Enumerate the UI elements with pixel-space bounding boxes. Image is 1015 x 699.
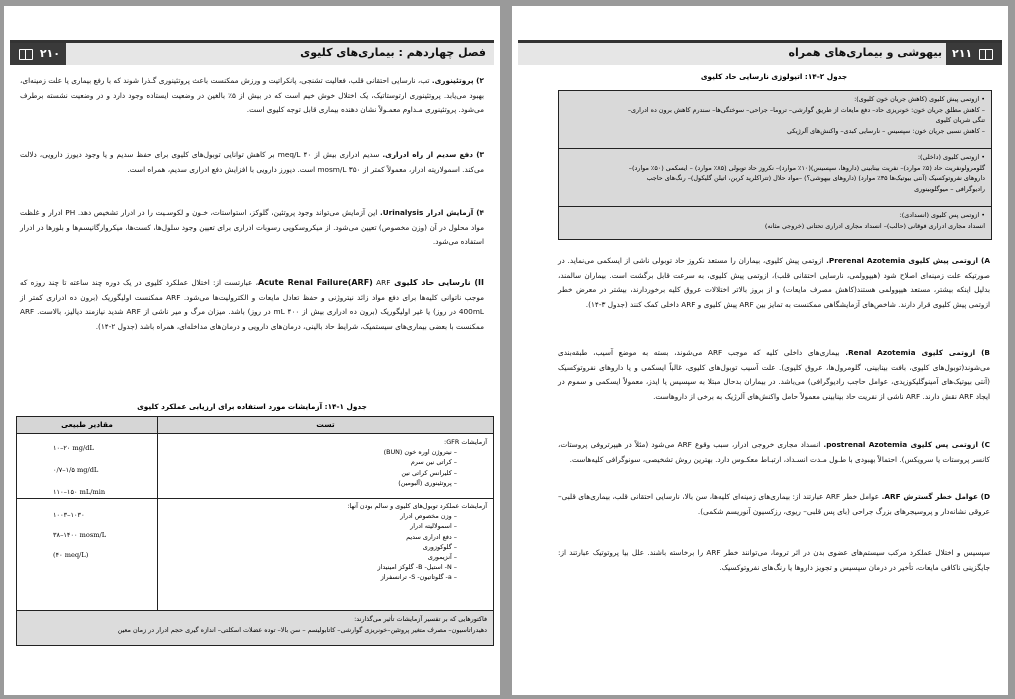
paragraph-prerenal-azotemia xyxy=(558,254,990,312)
row-line: گلومرولونفریت حاد (۵٪ موارد)– نفریت بینابینی (داروها، سپسیس)(۱۰٪ موارد)– نکروز حاد توبولی (۸۵٪ موارد) – ایسکمی (۵۰٪ موارد)– xyxy=(628,163,985,172)
column-divider xyxy=(157,417,158,610)
row-line: – کاهش مطلق جریان خون: خونریزی حاد– دفع مایعات از طریق گوارشی– تروما– جراحی– سوختگی‌ها– سندرم کاهش برون ده ادراری– xyxy=(627,105,985,114)
arf-etiology-table xyxy=(558,90,992,240)
list-item: – a- گلوتاتیون- S- ترانسفراز xyxy=(380,573,457,582)
list-item: – گلوکوزوری xyxy=(422,542,457,551)
value: ۱۱۰–۱۵۰ mL/min xyxy=(53,488,106,496)
row-title: • ازوتمی پس کلیوی (انسدادی): xyxy=(565,210,985,221)
tubular-values-cell xyxy=(53,505,153,565)
right-page xyxy=(512,6,1008,695)
value: ۱۰–۲۰ mg/dL xyxy=(53,444,94,452)
value: ۳۸–۱۴۰۰ mosm/L xyxy=(53,531,107,539)
table-row xyxy=(559,149,991,207)
paragraph-proteinuria xyxy=(20,74,484,118)
paragraph-body: سدیم ادراری بیش از ۴۰ meq/L بر کاهش توانایی توبول‌های کلیوی برای حفظ سدیم و یا وجود دیورز دارویی، دلالت می‌کند. اسمولاریته ادرار، معمولاً کمتر از ۳۵۰ mosm/L است. دیورز دارویی با افزایش دفع ادراری سدیم، همراه است. xyxy=(20,150,484,174)
paragraph-urinalysis xyxy=(20,206,484,250)
page-number-badge-left xyxy=(10,43,66,65)
table-row xyxy=(559,91,991,149)
page-number: ۲۱۱ xyxy=(952,47,973,60)
paragraph-body: بیماری‌های داخلی کلیه که موجب ARF می‌شوند، بسته به موضع آسیب، طبقه‌بندی می‌شوند(توبول‌های کلیوی، بافت بینابینی، گلومرول‌ها، عروق کلیوی). علت آسیب توبول‌های کلیوی، غالباً ایسکمی و یا داروهای نفروتوکسیک (آنتی بیوتیک‌های آمینوگلیکوزیدی، عوامل حاجب رادیوگرافی) می‌باشد. در بیماران بدحال مبتلا به سپسیس یا ایدز، معمولاً ایسکمی و سموم در ایجاد ARF نقش دارند. ARF ناشی از نفریت حاد بینابینی معمولاً حامل واکنش‌های آلرژیک به برخی از داروهاست. xyxy=(558,348,990,401)
paragraph-sodium-excretion xyxy=(20,148,484,177)
section-body: ARF، عبارتست از: اختلال عملکرد کلیوی در یک دوره چند ساعته تا چند روزه که موجب ناتوانی کلیه‌ها برای دفع مواد زائد نیتروژنی و حفظ تعادل مایعات و الکترولیت‌ها می‌شود. ARF ممکنست اولیگوریک (برون ده ادراری کمتر از 400mL در روز) یا غیر اولیگوریک (برون ده ادراری بیش از ۴۰۰ mL در روز) باشد. میزان مرگ و میر ناشی از ARF شدید نیازمند دیالیز، بالاست. ARF ممکنست با بعضی بیماری‌های سیستمیک، شرایط حاد بالینی، درمان‌های دارویی و درمان‌های مداخله‌ای، همراه باشد (جدول ۲-۱۴). xyxy=(20,278,484,331)
row-line: – کاهش نسبی جریان خون: سپسیس – نارسایی کبدی– واکنش‌های آلرژیکی xyxy=(786,126,985,135)
paragraph-title: A) ازوتمی پیش کلیوی Prerenal Azotemia. xyxy=(826,256,991,265)
list-item: – آنزیموری xyxy=(427,553,457,562)
group-title: آزمایشات عملکرد توبول‌های کلیوی و سالم بودن آنها: xyxy=(347,502,487,510)
paragraph-body: عوامل خطر ARF عبارتند از: بیماری‌های زمینه‌ای کلیه‌ها، سن بالا، نارسایی احتقانی قلب، بیماری‌های قلبی– عروقی نشانه‌دار و پروسیجرهای بزرگ جراحی (بای پس قلبی– ریوی، رزکسیون آنوریسم شکمی). xyxy=(558,492,990,516)
list-item: – اسمولالیته ادرار xyxy=(410,522,457,531)
group-title: آزمایشات GFR: xyxy=(444,438,487,446)
paragraph-title: B) ازوتمی کلیوی Renal Azotemia. xyxy=(845,348,990,357)
tubular-tests-cell xyxy=(167,501,487,583)
paragraph-title: ۲) پروتئینوری. xyxy=(431,76,484,85)
page-header-left xyxy=(10,40,494,65)
list-item: – پروتئینوری (آلبومین) xyxy=(398,478,457,487)
paragraph-title: ۳) دفع سدیم از راه ادراری. xyxy=(382,150,485,159)
section-acute-renal-failure xyxy=(20,276,484,334)
value: ۰/۷–۱/۵ mg/dL xyxy=(53,466,99,474)
paragraph-body: انسداد مجاری خروجی ادرار، سبب وقوع ARF می‌شود (مثلاً در هیپرتروفی پروستات، کانسر پروستات یا سرویکس). احتمالاً بهبودی با طـول مـدت انسـداد، ارتبـاط معکـوس دارد. بهترین روش تشخیصی، سونوگرافی کلیه‌هاست. xyxy=(558,440,990,464)
chapter-title: فصل چهاردهم : بیماری‌های کلیوی xyxy=(300,46,486,59)
paragraph-body: ازوتمی پیش کلیوی، بیماران را مستعد نکروز حاد توبولی ناشی از ایسکمی می‌نماید. در صورتیکه علت زمینه‌ای اصلاح شود (هیپوولمی، نارسایی احتقانی قلب)، ازوتمی پیش کلیوی، به سرعت قابل برگشت است. بیماران سالمند، بدلیل اینکه بیشتر، مستعد هیپوولمی هستند(کاهش مصرف مایعات) و از بروز بالاتر اختلالات عروق کلیه برخوردارند، بیشتر در معرض خطر ازوتمی پیش کلیوی قرار دارند. شاخص‌های آزمایشگاهی ممکنست به تمایز بین ARF پیش کلیوی و ARF داخلی کمک کنند (جدول ۳-۱۴). xyxy=(558,256,990,309)
list-item: – N- استیل- B- گلوکز امینیداز xyxy=(377,563,457,572)
section-title: II) نارسایی حاد کلیوی Acute Renal Failure(ARF) xyxy=(257,278,484,287)
paragraph-title: D) عوامل خطر گسترش ARF. xyxy=(881,492,991,501)
list-item: – کراتی نین سرم xyxy=(410,458,457,467)
paragraph-title: ۴) آزمایش ادرار Urinalysis. xyxy=(379,208,484,217)
value: ۱۰۰۳–۱۰۳۰ xyxy=(53,511,85,519)
row-line: داروهای نفروتوکسیک (آنتی بیوتیک‌ها ۳۵٪ موارد) (داروهای بیهوشی؟) –مواد حلال (تتراکلرید کربن، اتیلن گلیکول)– رنگ‌های حاجب xyxy=(646,174,985,183)
table-row xyxy=(559,207,991,239)
row-line: رادیوگرافی – میوگلوبینوری xyxy=(914,184,985,193)
table-caption-right: جدول ۲-۱۴: اتیولوژی نارسایی حاد کلیوی xyxy=(700,72,848,81)
list-item: – وزن مخصوص ادرار xyxy=(400,512,457,521)
row-line: انسداد مجاری ادراری فوقانی (حالب)– انسداد مجاری ادراری تحتانی (خروجی مثانه) xyxy=(764,221,985,230)
gfr-tests-cell xyxy=(167,437,487,488)
row-line: تنگی شریان کلیوی xyxy=(935,116,985,125)
row-title: • ازوتمی پیش کلیوی (کاهش جریان خون کلیوی): xyxy=(565,94,985,105)
paragraph-title: C) ازوتمی پس کلیوی postrenal Azotemia. xyxy=(823,440,990,449)
paragraph-body: تب، نارسایی احتقانی قلب، فعالیت تشنجی، پانکراتیت و ورزش ممکنست باعث پروتئینوری گـذرا شوند که با رفع بیماری یا علت زمینه‌ای، بهبود می‌یابد. پروتئینوری ارتوستاتیک، یک اختلال خوش خیم است که در بیش از ۵٪ بالغین در وضعیت ایستاده وجود دارد و در وضعیت نشسته برطرف می‌شود. پروتئینوری مـداوم معمـولاً نشان دهنده بیماری قابل توجه کلیوی است. xyxy=(20,76,484,115)
row-title: • ازوتمی کلیوی (داخلی): xyxy=(565,152,985,163)
paragraph-body: این آزمایش می‌تواند وجود پروتئین، گلوکز، استواستات، خـون و لکوسـیت را در ادرار تشخیص دهد. PH ادرار و غلظت مواد محلول در آن (وزن مخصوص) تعیین می‌شود. از میکروسکوپی رسوبات ادراری برای تعیین وجود سلول‌ها، کست‌ها، میکروارگانیسم‌ها و بلورها در ادرار استفاده می‌شود. xyxy=(20,208,484,247)
paragraph-renal-azotemia xyxy=(558,346,990,404)
list-item: – کلیرانس کراتی نین xyxy=(401,468,457,477)
table-caption-left: جدول ۱-۱۴: آزمایشات مورد استفاده برای ارزیابی عملکرد کلیوی xyxy=(137,402,367,411)
page-number: ۲۱۰ xyxy=(39,47,60,60)
value: (۴۰ meq/L) xyxy=(53,551,89,559)
note-body: دهیدراتاسیون– مصرف متغیر پروتئین–خونریزی گوارشی– کاتابولیسم – سن بالا– توده عضلات اسکلتی– اندازه گیری حجم ادرار در زمان معین xyxy=(117,626,487,634)
paragraph-arf-risk-factors xyxy=(558,490,990,519)
column-header-normal-values: مقادیر طبیعی xyxy=(17,417,157,434)
list-item: – نیتروژن اوره خون (BUN) xyxy=(383,448,457,457)
book-icon xyxy=(19,49,33,60)
renal-function-tests-table xyxy=(16,416,494,646)
paragraph-sepsis xyxy=(558,546,990,575)
interpretation-factors-note xyxy=(17,610,493,645)
note-title: فاکتورهایی که بر تفسیر آزمایشات تأثیر می‌گذارند: xyxy=(354,615,487,623)
page-header-right xyxy=(518,40,1002,65)
page-number-badge-right xyxy=(946,43,1002,65)
paragraph-postrenal-azotemia xyxy=(558,438,990,467)
gfr-values-cell xyxy=(53,437,153,503)
list-item: – دفع ادراری سدیم xyxy=(406,532,457,541)
left-page xyxy=(4,6,500,695)
paragraph-body: سپسیس و اختلال عملکرد مرکب سیستم‌های عضوی بدن در اثر تروما، می‌توانند خطر ARF را برخاسته باشند. علل بیا پروتوتیک عبارتند از: جایگزینی ناکافی مایعات، تأخیر در درمان سپسیس و تجویز داروها یا رنگ‌های نفروتوکسیک. xyxy=(558,548,990,572)
book-icon xyxy=(979,49,993,60)
column-header-test: تست xyxy=(158,417,493,434)
book-title: بیهوشی و بیماری‌های همراه xyxy=(788,46,942,59)
